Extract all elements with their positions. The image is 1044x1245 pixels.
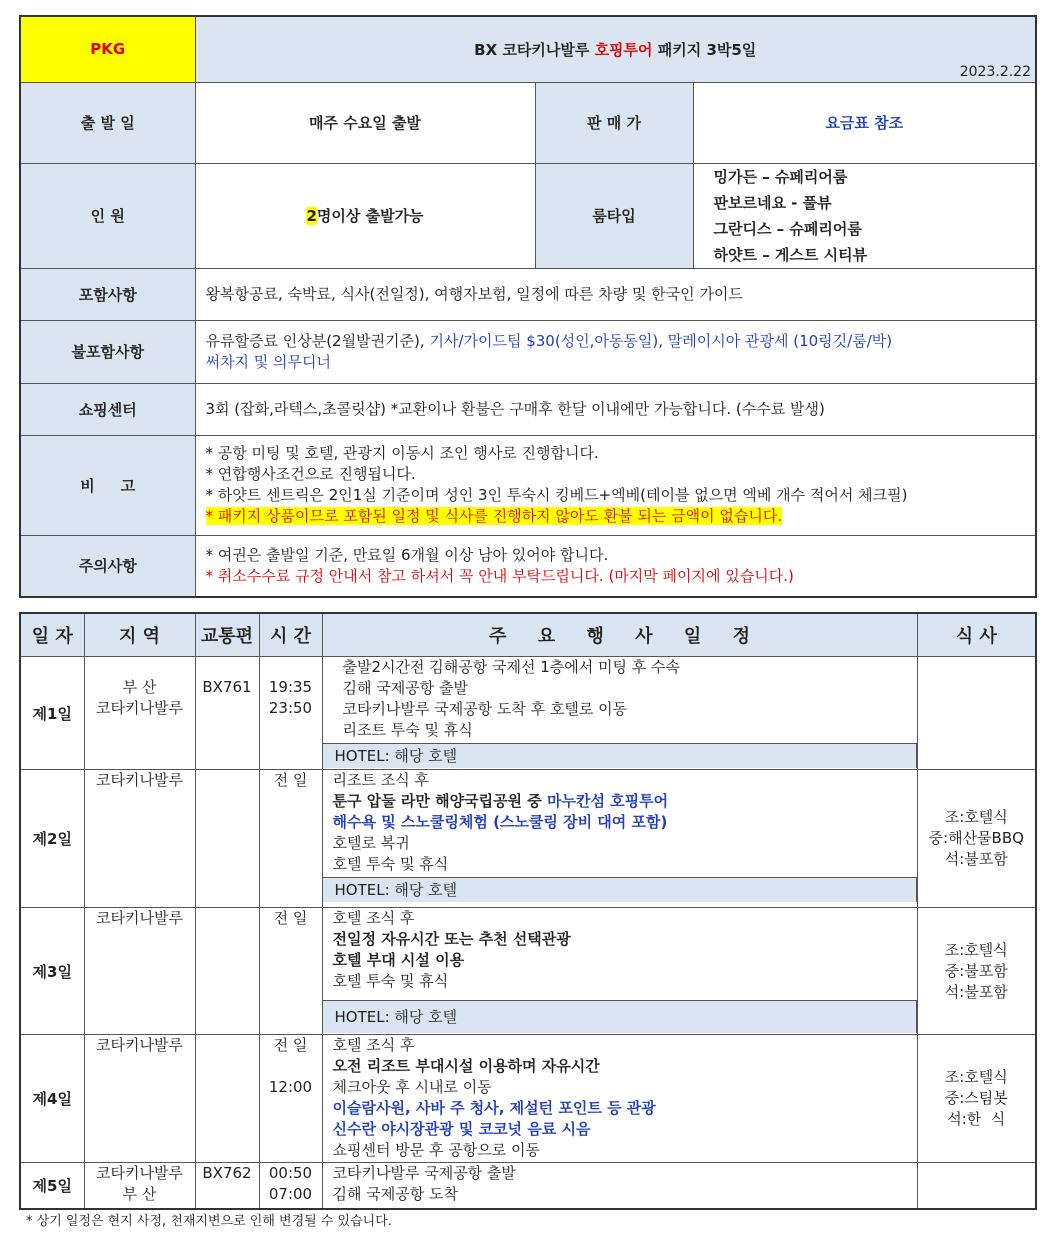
remarks-label: 비 고 bbox=[20, 435, 195, 535]
region: 부 산 코타키나발루 bbox=[84, 657, 195, 770]
caution-line: * 취소수수료 규정 안내서 참고 하셔서 꼭 안내 부탁드립니다. (마지막 페이지에 있습니다.) bbox=[205, 566, 794, 585]
meal: 조:호텔식 중:해산물BBQ 석:불포함 bbox=[917, 770, 1036, 908]
hotel-row: HOTEL: 해당 호텔 bbox=[323, 877, 917, 902]
region: 코타키나발루 bbox=[84, 1035, 195, 1163]
region: 코타키나발루 bbox=[84, 908, 195, 1035]
document-date: 2023.2.22 bbox=[959, 63, 1031, 80]
schedule: 출발2시간전 김해공항 국제선 1층에서 미팅 후 수속 김해 국제공항 출발 코타키나발루 국제공항 도착 후 호텔로 이동 리조트 투숙 및 휴식 HOTEL: 해당 호텔 bbox=[322, 657, 917, 770]
shopping-label: 쇼핑센터 bbox=[20, 383, 195, 435]
package-info-table bbox=[19, 15, 1037, 598]
meal bbox=[917, 1163, 1036, 1209]
schedule: 리조트 조식 후 툰구 압둘 라만 해양국립공원 중 마누칸섬 호핑투어 해수욕 및 스노쿨링체험 (스노쿨링 장비 대여 포함) 호텔로 복귀 호텔 투숙 및 휴식 HOTEL: 해당 호텔 bbox=[322, 770, 917, 908]
transport bbox=[195, 1035, 259, 1163]
price-value: 요금표 참조 bbox=[693, 82, 1036, 163]
region: 코타키나발루 부 산 bbox=[84, 1163, 195, 1209]
schedule: 코타키나발루 국제공항 출발 김해 국제공항 도착 bbox=[322, 1163, 917, 1209]
day-label: 제2일 bbox=[20, 770, 84, 908]
meal: 조:호텔식 중:불포함 석:불포함 bbox=[917, 908, 1036, 1035]
day-label: 제1일 bbox=[20, 657, 84, 770]
transport bbox=[195, 908, 259, 1035]
hotel-row: HOTEL: 해당 호텔 bbox=[323, 743, 917, 768]
included-label: 포함사항 bbox=[20, 268, 195, 320]
footnote: * 상기 일정은 현지 사정, 천재지변으로 인해 변경될 수 있습니다. bbox=[26, 1214, 392, 1229]
room-type-item: 하얏트 – 게스트 시티뷰 bbox=[713, 245, 868, 264]
departure-value: 매주 수요일 출발 bbox=[195, 82, 535, 163]
table-row bbox=[20, 1163, 1036, 1209]
pkg-label: PKG bbox=[20, 16, 195, 82]
col-header-meal: 식 사 bbox=[917, 613, 1036, 657]
time: 00:50 07:00 bbox=[259, 1163, 322, 1209]
col-header-region: 지 역 bbox=[84, 613, 195, 657]
meal bbox=[917, 657, 1036, 770]
package-title: BX 코타키나발루 호핑투어 패키지 3박5일 2023.2.22 bbox=[195, 16, 1036, 82]
col-header-time: 시 간 bbox=[259, 613, 322, 657]
region: 코타키나발루 bbox=[84, 770, 195, 908]
room-type-item: 밍가든 – 슈페리어룸 bbox=[713, 167, 848, 186]
caution-value bbox=[195, 535, 1036, 597]
table-row bbox=[20, 770, 1036, 908]
remarks-value bbox=[195, 435, 1036, 535]
col-header-schedule: 주 요 행 사 일 정 bbox=[322, 613, 917, 657]
excluded-label: 불포함사항 bbox=[20, 320, 195, 383]
day-label: 제4일 bbox=[20, 1035, 84, 1163]
table-row bbox=[20, 1035, 1036, 1163]
time: 전 일 12:00 bbox=[259, 1035, 322, 1163]
day-label: 제5일 bbox=[20, 1163, 84, 1209]
title-highlight: 호핑투어 bbox=[594, 40, 653, 59]
room-type-list bbox=[693, 163, 1036, 268]
remark-highlight: * 패키지 상품이므로 포함된 일정 및 식사를 진행하지 않아도 환불 되는 금액이 없습니다. bbox=[205, 507, 783, 525]
table-row bbox=[20, 657, 1036, 770]
schedule: 호텔 조식 후 전일정 자유시간 또는 추천 선택관광 호텔 부대 시설 이용 호텔 투숙 및 휴식 HOTEL: 해당 호텔 bbox=[322, 908, 917, 1035]
shopping-value: 3회 (잡화,라텍스,초콜릿샵) *교환이나 환불은 구매후 한달 이내에만 가능합니다. (수수료 발생) bbox=[195, 383, 1036, 435]
people-value: 2명이상 출발가능 bbox=[195, 163, 535, 268]
transport bbox=[195, 770, 259, 908]
remark-line: * 연합행사조건으로 진행됩니다. bbox=[205, 465, 416, 483]
people-label: 인 원 bbox=[20, 163, 195, 268]
remark-line: * 공항 미팅 및 호텔, 관광지 이동시 조인 행사로 진행합니다. bbox=[205, 444, 599, 462]
time: 19:35 23:50 bbox=[259, 657, 322, 770]
transport: BX761 bbox=[195, 657, 259, 770]
transport: BX762 bbox=[195, 1163, 259, 1209]
day-label: 제3일 bbox=[20, 908, 84, 1035]
meal: 조:호텔식 중:스팀봇 석:한 식 bbox=[917, 1035, 1036, 1163]
room-type-item: 그란디스 – 슈페리어룸 bbox=[713, 219, 862, 238]
excluded-value: 유류할증료 인상분(2월발권기준), 기사/가이드팁 $30(성인,아동동일), 말레이시아 관광세 (10링깃/룸/박) 써차지 및 의무디너 bbox=[195, 320, 1036, 383]
departure-label: 출 발 일 bbox=[20, 82, 195, 163]
time: 전 일 bbox=[259, 770, 322, 908]
schedule: 호텔 조식 후 오전 리조트 부대시설 이용하며 자유시간 체크아웃 후 시내로 이동 이슬람사원, 사바 주 청사, 제설턴 포인트 등 관광 신수란 야시장관광 및 코코넛 음료 시음 쇼핑센터 방문 후 공항으로 이동 bbox=[322, 1035, 917, 1163]
room-type-item: 판보르네요 - 풀뷰 bbox=[713, 193, 832, 212]
table-row bbox=[20, 908, 1036, 1035]
room-type-label: 룸타입 bbox=[535, 163, 693, 268]
included-value: 왕복항공료, 숙박료, 식사(전일정), 여행자보험, 일정에 따른 차량 및 한국인 가이드 bbox=[195, 268, 1036, 320]
price-label: 판 매 가 bbox=[535, 82, 693, 163]
col-header-transport: 교통편 bbox=[195, 613, 259, 657]
time: 전 일 bbox=[259, 908, 322, 1035]
caution-line: * 여권은 출발일 기준, 만료일 6개월 이상 남아 있어야 합니다. bbox=[205, 545, 609, 564]
col-header-day: 일 자 bbox=[20, 613, 84, 657]
itinerary-table bbox=[19, 612, 1037, 1210]
remark-line: * 하얏트 센트릭은 2인1실 기준이며 성인 3인 투숙시 킹베드+엑베(테이블 없으면 엑베 개수 적어서 체크필) bbox=[205, 486, 908, 504]
caution-label: 주의사항 bbox=[20, 535, 195, 597]
hotel-row: HOTEL: 해당 호텔 bbox=[323, 1000, 917, 1033]
